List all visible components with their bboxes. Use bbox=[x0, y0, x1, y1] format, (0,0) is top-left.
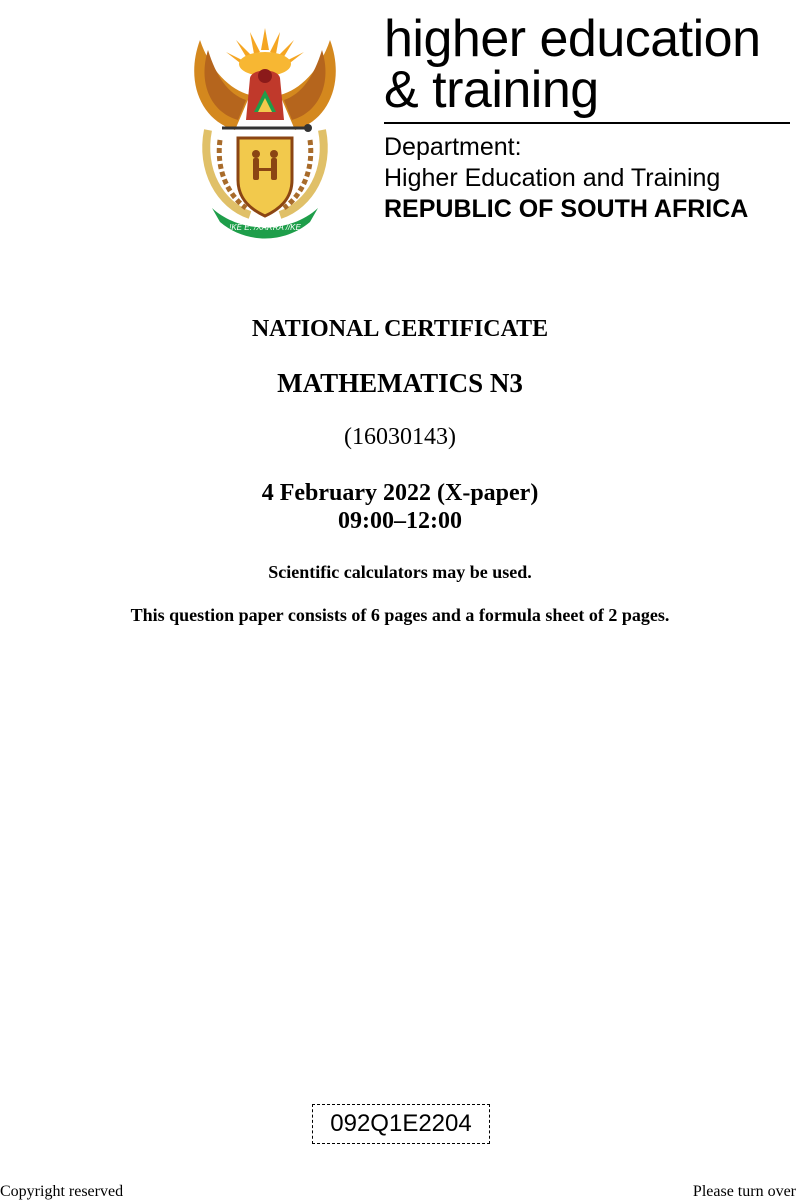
brand-divider bbox=[384, 122, 790, 124]
department-name: Higher Education and Training bbox=[384, 164, 721, 192]
department-label: Department: bbox=[384, 133, 522, 161]
paper-code: 092Q1E2204 bbox=[312, 1104, 490, 1144]
brand-line-1: higher education bbox=[384, 10, 761, 68]
pages-note: This question paper consists of 6 pages and a formula sheet of 2 pages. bbox=[130, 605, 670, 625]
exam-date: 4 February 2022 (X-paper) bbox=[261, 480, 539, 506]
footer-turn-over: Please turn over bbox=[692, 1183, 796, 1200]
certificate-title: NATIONAL CERTIFICATE bbox=[251, 316, 549, 342]
letterhead bbox=[0, 0, 800, 250]
brand-line-2: & training bbox=[384, 61, 599, 119]
subject-title: MATHEMATICS N3 bbox=[277, 368, 523, 398]
emblem-motto: !KE E: /XARRA //KE bbox=[229, 223, 301, 232]
footer-copyright: Copyright reserved bbox=[0, 1183, 124, 1200]
exam-time: 09:00–12:00 bbox=[338, 508, 462, 534]
coat-of-arms-icon bbox=[180, 20, 350, 240]
department-country: REPUBLIC OF SOUTH AFRICA bbox=[384, 195, 749, 223]
calculator-note: Scientific calculators may be used. bbox=[268, 562, 532, 582]
subject-code: (16030143) bbox=[344, 424, 456, 450]
department-brand bbox=[384, 10, 794, 224]
